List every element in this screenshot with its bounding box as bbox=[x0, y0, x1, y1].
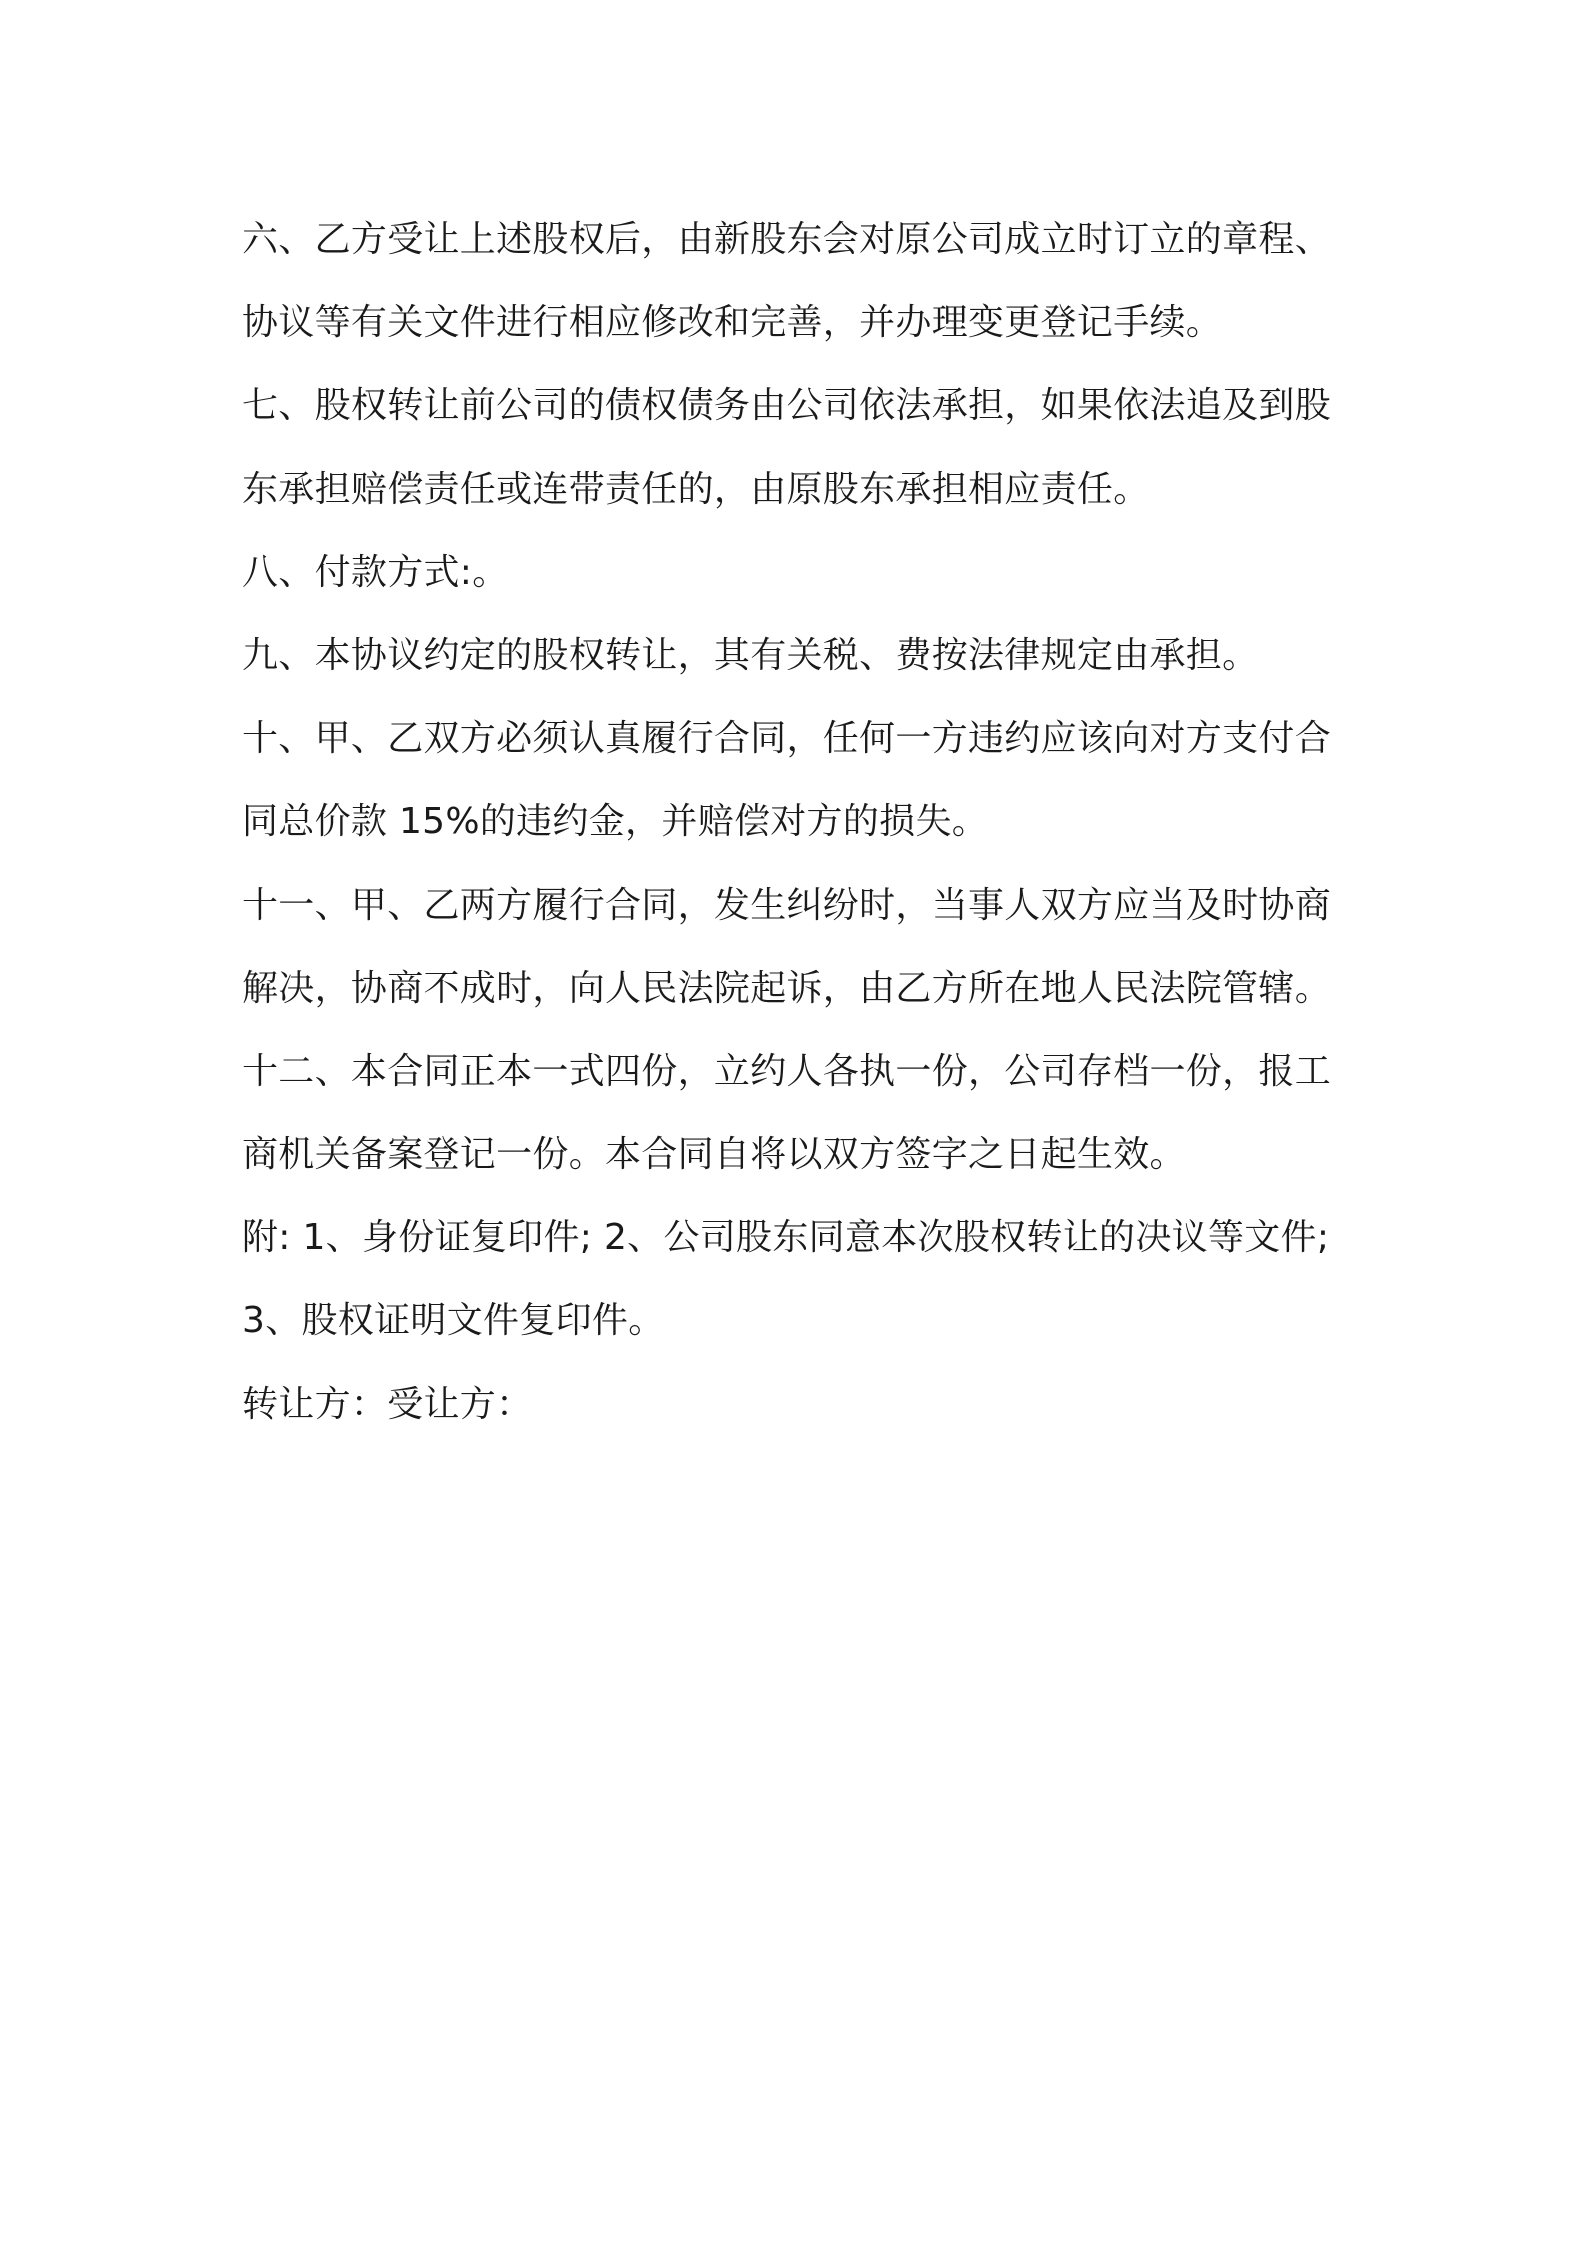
clause-10-line-2: 同总价款 15%的违约金，并赔偿对方的损失。 bbox=[242, 801, 989, 843]
contract-body bbox=[242, 198, 1362, 1446]
attachments-line-1: 附: 1、身份证复印件; 2、公司股东同意本次股权转让的决议等文件; bbox=[242, 1217, 1330, 1259]
clause-12-line-2: 商机关备案登记一份。本合同自将以双方签字之日起生效。 bbox=[242, 1134, 1186, 1176]
clause-7-line-1: 七、股权转让前公司的债权债务由公司依法承担，如果依法追及到股 bbox=[242, 385, 1332, 427]
clause-7-line-2: 东承担赔偿责任或连带责任的，由原股东承担相应责任。 bbox=[242, 468, 1150, 510]
clause-11-line-2: 解决，协商不成时，向人民法院起诉，由乙方所在地人民法院管辖。 bbox=[242, 967, 1332, 1009]
signature-line: 转让方：受让方： bbox=[242, 1383, 533, 1425]
clause-11-line-1: 十一、甲、乙两方履行合同，发生纠纷时，当事人双方应当及时协商 bbox=[242, 884, 1332, 926]
clause-6-line-1: 六、乙方受让上述股权后，由新股东会对原公司成立时订立的章程、 bbox=[242, 219, 1332, 260]
clause-8-line-1: 八、付款方式:。 bbox=[242, 551, 509, 593]
clause-6-line-2: 协议等有关文件进行相应修改和完善，并办理变更登记手续。 bbox=[242, 302, 1223, 344]
clause-12-line-1: 十二、本合同正本一式四份，立约人各执一份，公司存档一份，报工 bbox=[242, 1050, 1332, 1092]
attachments-line-2: 3、股权证明文件复印件。 bbox=[242, 1300, 665, 1342]
clause-10-line-1: 十、甲、乙双方必须认真履行合同，任何一方违约应该向对方支付合 bbox=[242, 718, 1332, 760]
clause-9-line-1: 九、本协议约定的股权转让，其有关税、费按法律规定由承担。 bbox=[242, 634, 1259, 676]
